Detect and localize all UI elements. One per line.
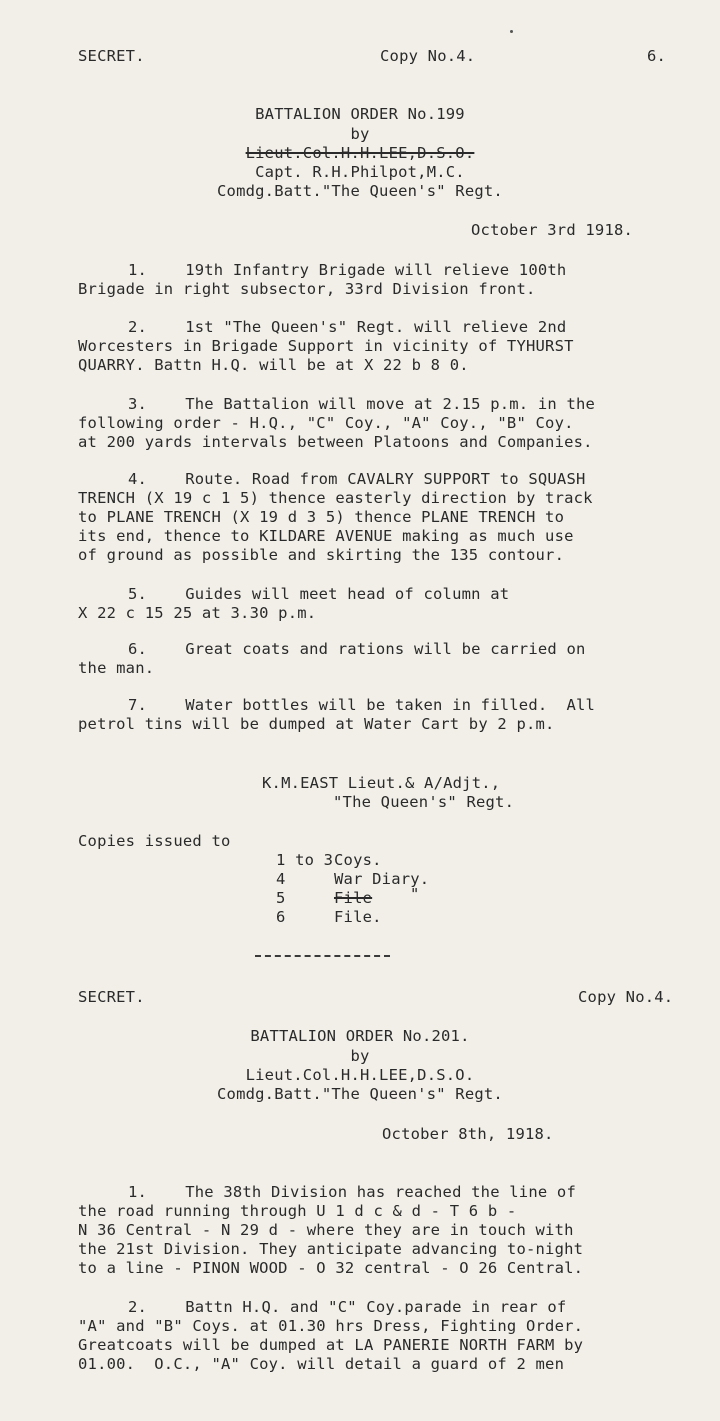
ditto-mark: " <box>410 885 420 903</box>
paragraph-line: X 22 c 15 25 at 3.30 p.m. <box>78 604 317 622</box>
paragraph-line: 7. Water bottles will be taken in filled. All <box>128 696 596 714</box>
paragraph-line: the road running through U 1 d c & d - T 6 b - <box>78 1202 517 1220</box>
paragraph-line: Brigade in right subsector, 33rd Division front. <box>78 280 536 298</box>
paragraph-line: 5. Guides will meet head of column at <box>128 585 510 603</box>
paragraph-line: Worcesters in Brigade Support in vicinity of TYHURST <box>78 337 574 355</box>
paragraph-line: QUARRY. Battn H.Q. will be at X 22 b 8 0. <box>78 356 469 374</box>
secret-label: SECRET. <box>78 47 145 65</box>
order1-paragraph-6 <box>78 640 708 678</box>
struck-commander-name: Lieut.Col.H.H.LEE,D.S.O. <box>245 144 475 162</box>
paragraph-line: the 21st Division. They anticipate advancing to-night <box>78 1240 584 1258</box>
order-date: October 8th, 1918. <box>382 1125 554 1143</box>
signature-regiment: "The Queen's" Regt. <box>333 793 515 811</box>
copy-num-2: 4 <box>276 870 286 888</box>
copies-heading: Copies issued to <box>78 832 231 850</box>
paragraph-line: Greatcoats will be dumped at LA PANERIE NORTH FARM by <box>78 1336 584 1354</box>
paragraph-line: at 200 yards intervals between Platoons and Companies. <box>78 433 593 451</box>
order1-paragraph-3 <box>78 395 708 452</box>
paragraph-line: N 36 Central - N 29 d - where they are in touch with <box>78 1221 574 1239</box>
paragraph-line: of ground as possible and skirting the 135 contour. <box>78 546 565 564</box>
order-title: BATTALION ORDER No.199 <box>255 105 465 123</box>
command-line: Comdg.Batt."The Queen's" Regt. <box>217 1085 503 1103</box>
paragraph-line: 6. Great coats and rations will be carried on <box>128 640 586 658</box>
order2-paragraph-1 <box>78 1183 708 1278</box>
paragraph-line: "A" and "B" Coys. at 01.30 hrs Dress, Fighting Order. <box>78 1317 584 1335</box>
copy-dest-4: File. <box>334 908 382 926</box>
paragraph-line: 4. Route. Road from CAVALRY SUPPORT to SQUASH <box>128 470 586 488</box>
copy-number: Copy No.4. <box>578 988 674 1006</box>
order1-paragraph-4 <box>78 470 708 565</box>
paragraph-line: TRENCH (X 19 c 1 5) thence easterly direction by track <box>78 489 593 507</box>
copy-number: Copy No.4. <box>380 47 476 65</box>
paragraph-line: the man. <box>78 659 155 677</box>
secret-label: SECRET. <box>78 988 145 1006</box>
paragraph-line: 01.00. O.C., "A" Coy. will detail a guard of 2 men <box>78 1355 565 1373</box>
paragraph-line: 3. The Battalion will move at 2.15 p.m. in the <box>128 395 596 413</box>
copy-dest-2: War Diary. <box>334 870 430 888</box>
commander-name: Lieut.Col.H.H.LEE,D.S.O. <box>245 1066 475 1084</box>
section-divider <box>255 955 390 957</box>
paragraph-line: its end, thence to KILDARE AVENUE making as much use <box>78 527 574 545</box>
order-by: by <box>350 1047 370 1065</box>
copy-dest-1: Coys. <box>334 851 382 869</box>
ink-speck <box>510 30 513 33</box>
order1-paragraph-7 <box>78 696 708 734</box>
commander-name: Capt. R.H.Philpot,M.C. <box>255 163 465 181</box>
paragraph-line: 2. 1st "The Queen's" Regt. will relieve 2nd <box>128 318 567 336</box>
copy-num-1: 1 to 3 <box>276 851 334 869</box>
order2-paragraph-2 <box>78 1298 708 1374</box>
signature: K.M.EAST Lieut.& A/Adjt., <box>262 774 501 792</box>
paragraph-line: to PLANE TRENCH (X 19 d 3 5) thence PLANE TRENCH to <box>78 508 565 526</box>
copy-dest-3-struck: File <box>334 889 373 907</box>
page-number: 6. <box>647 47 667 65</box>
paragraph-line: 1. 19th Infantry Brigade will relieve 100th <box>128 261 567 279</box>
order1-paragraph-1 <box>78 261 708 299</box>
order-date: October 3rd 1918. <box>471 221 634 239</box>
paragraph-line: 2. Battn H.Q. and "C" Coy.parade in rear of <box>128 1298 567 1316</box>
paragraph-line: following order - H.Q., "C" Coy., "A" Coy., "B" Coy. <box>78 414 574 432</box>
order-title: BATTALION ORDER No.201. <box>250 1027 470 1045</box>
paragraph-line: 1. The 38th Division has reached the line of <box>128 1183 576 1201</box>
order1-paragraph-5 <box>78 585 708 623</box>
copy-num-3: 5 <box>276 889 286 907</box>
copy-num-4: 6 <box>276 908 286 926</box>
order1-paragraph-2 <box>78 318 708 375</box>
paragraph-line: petrol tins will be dumped at Water Cart by 2 p.m. <box>78 715 555 733</box>
command-line: Comdg.Batt."The Queen's" Regt. <box>217 182 503 200</box>
order-by: by <box>350 125 370 143</box>
paragraph-line: to a line - PINON WOOD - O 32 central - O 26 Central. <box>78 1259 584 1277</box>
